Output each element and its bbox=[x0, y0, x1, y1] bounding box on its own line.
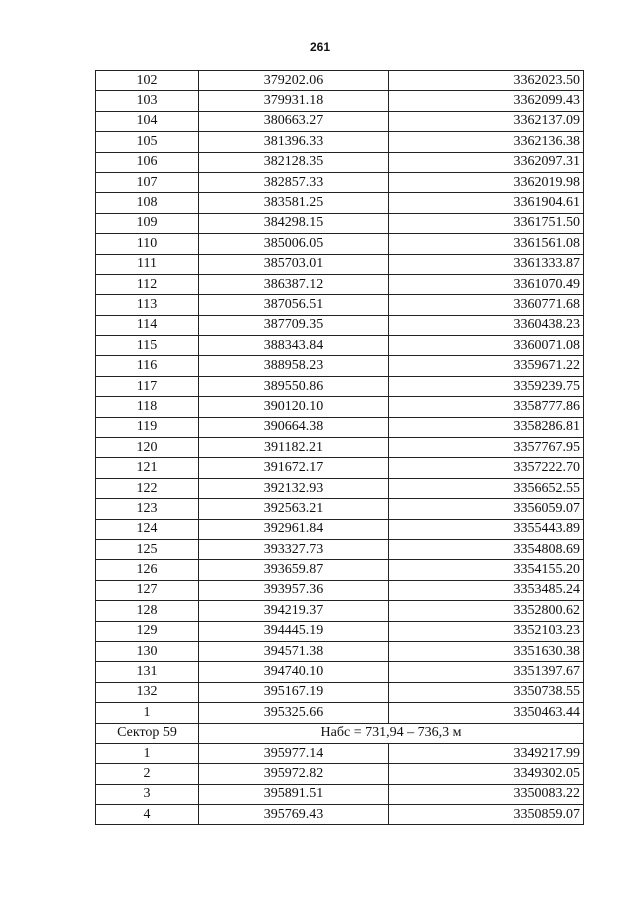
table-row bbox=[96, 641, 584, 661]
sector-elevation-info: Набс = 731,94 – 736,3 м bbox=[199, 723, 584, 743]
table-row bbox=[96, 274, 584, 294]
point-number-cell: 131 bbox=[96, 662, 199, 682]
table-row bbox=[96, 132, 584, 152]
x-coordinate-cell: 395977.14 bbox=[199, 743, 389, 763]
point-number-cell: 110 bbox=[96, 234, 199, 254]
point-number-cell: 105 bbox=[96, 132, 199, 152]
x-coordinate-cell: 379202.06 bbox=[199, 71, 389, 91]
table-row bbox=[96, 764, 584, 784]
y-coordinate-cell: 3362097.31 bbox=[389, 152, 584, 172]
sector-header-body bbox=[96, 723, 584, 743]
y-coordinate-cell: 3352103.23 bbox=[389, 621, 584, 641]
x-coordinate-cell: 388343.84 bbox=[199, 336, 389, 356]
y-coordinate-cell: 3349302.05 bbox=[389, 764, 584, 784]
table-row bbox=[96, 315, 584, 335]
sector-label: Сектор 59 bbox=[96, 723, 199, 743]
x-coordinate-cell: 385006.05 bbox=[199, 234, 389, 254]
point-number-cell: 126 bbox=[96, 560, 199, 580]
point-number-cell: 121 bbox=[96, 458, 199, 478]
table-row bbox=[96, 417, 584, 437]
table-row bbox=[96, 682, 584, 702]
point-number-cell: 104 bbox=[96, 111, 199, 131]
point-number-cell: 107 bbox=[96, 172, 199, 192]
point-number-cell: 1 bbox=[96, 743, 199, 763]
y-coordinate-cell: 3360438.23 bbox=[389, 315, 584, 335]
table-row bbox=[96, 784, 584, 804]
x-coordinate-cell: 393659.87 bbox=[199, 560, 389, 580]
table-row bbox=[96, 560, 584, 580]
x-coordinate-cell: 391182.21 bbox=[199, 438, 389, 458]
table-row bbox=[96, 458, 584, 478]
y-coordinate-cell: 3355443.89 bbox=[389, 519, 584, 539]
point-number-cell: 132 bbox=[96, 682, 199, 702]
y-coordinate-cell: 3361070.49 bbox=[389, 274, 584, 294]
x-coordinate-cell: 394740.10 bbox=[199, 662, 389, 682]
x-coordinate-cell: 392132.93 bbox=[199, 478, 389, 498]
x-coordinate-cell: 395325.66 bbox=[199, 703, 389, 723]
table-row bbox=[96, 601, 584, 621]
point-number-cell: 124 bbox=[96, 519, 199, 539]
table-row bbox=[96, 478, 584, 498]
table-row bbox=[96, 499, 584, 519]
table-row bbox=[96, 580, 584, 600]
point-number-cell: 120 bbox=[96, 438, 199, 458]
y-coordinate-cell: 3353485.24 bbox=[389, 580, 584, 600]
table-row bbox=[96, 356, 584, 376]
y-coordinate-cell: 3362019.98 bbox=[389, 172, 584, 192]
y-coordinate-cell: 3359671.22 bbox=[389, 356, 584, 376]
point-number-cell: 128 bbox=[96, 601, 199, 621]
table-row bbox=[96, 703, 584, 723]
x-coordinate-cell: 389550.86 bbox=[199, 376, 389, 396]
table-row bbox=[96, 152, 584, 172]
point-number-cell: 114 bbox=[96, 315, 199, 335]
table-row bbox=[96, 91, 584, 111]
table-row bbox=[96, 172, 584, 192]
page-number: 261 bbox=[309, 40, 331, 54]
x-coordinate-cell: 385703.01 bbox=[199, 254, 389, 274]
table-row bbox=[96, 539, 584, 559]
table-row bbox=[96, 621, 584, 641]
y-coordinate-cell: 3349217.99 bbox=[389, 743, 584, 763]
x-coordinate-cell: 382128.35 bbox=[199, 152, 389, 172]
table-row bbox=[96, 254, 584, 274]
x-coordinate-cell: 394571.38 bbox=[199, 641, 389, 661]
x-coordinate-cell: 392961.84 bbox=[199, 519, 389, 539]
y-coordinate-cell: 3361751.50 bbox=[389, 213, 584, 233]
y-coordinate-cell: 3354155.20 bbox=[389, 560, 584, 580]
y-coordinate-cell: 3351397.67 bbox=[389, 662, 584, 682]
coordinates-table-body bbox=[96, 71, 584, 724]
y-coordinate-cell: 3358286.81 bbox=[389, 417, 584, 437]
y-coordinate-cell: 3359239.75 bbox=[389, 376, 584, 396]
point-number-cell: 109 bbox=[96, 213, 199, 233]
point-number-cell: 122 bbox=[96, 478, 199, 498]
table-row bbox=[96, 438, 584, 458]
point-number-cell: 130 bbox=[96, 641, 199, 661]
y-coordinate-cell: 3354808.69 bbox=[389, 539, 584, 559]
table-row bbox=[96, 376, 584, 396]
y-coordinate-cell: 3360071.08 bbox=[389, 336, 584, 356]
sector-header-row bbox=[96, 723, 584, 743]
table-row bbox=[96, 71, 584, 91]
point-number-cell: 106 bbox=[96, 152, 199, 172]
point-number-cell: 125 bbox=[96, 539, 199, 559]
y-coordinate-cell: 3356059.07 bbox=[389, 499, 584, 519]
x-coordinate-cell: 387709.35 bbox=[199, 315, 389, 335]
y-coordinate-cell: 3350463.44 bbox=[389, 703, 584, 723]
x-coordinate-cell: 384298.15 bbox=[199, 213, 389, 233]
x-coordinate-cell: 379931.18 bbox=[199, 91, 389, 111]
y-coordinate-cell: 3356652.55 bbox=[389, 478, 584, 498]
x-coordinate-cell: 395891.51 bbox=[199, 784, 389, 804]
y-coordinate-cell: 3361904.61 bbox=[389, 193, 584, 213]
table-row bbox=[96, 295, 584, 315]
y-coordinate-cell: 3362136.38 bbox=[389, 132, 584, 152]
y-coordinate-cell: 3357767.95 bbox=[389, 438, 584, 458]
point-number-cell: 102 bbox=[96, 71, 199, 91]
y-coordinate-cell: 3362099.43 bbox=[389, 91, 584, 111]
x-coordinate-cell: 381396.33 bbox=[199, 132, 389, 152]
point-number-cell: 117 bbox=[96, 376, 199, 396]
x-coordinate-cell: 388958.23 bbox=[199, 356, 389, 376]
table-row bbox=[96, 397, 584, 417]
coordinates-table bbox=[95, 70, 584, 825]
y-coordinate-cell: 3361333.87 bbox=[389, 254, 584, 274]
point-number-cell: 108 bbox=[96, 193, 199, 213]
y-coordinate-cell: 3350738.55 bbox=[389, 682, 584, 702]
table-row bbox=[96, 805, 584, 825]
y-coordinate-cell: 3360771.68 bbox=[389, 295, 584, 315]
x-coordinate-cell: 394219.37 bbox=[199, 601, 389, 621]
y-coordinate-cell: 3351630.38 bbox=[389, 641, 584, 661]
x-coordinate-cell: 393327.73 bbox=[199, 539, 389, 559]
x-coordinate-cell: 386387.12 bbox=[199, 274, 389, 294]
table-row bbox=[96, 519, 584, 539]
x-coordinate-cell: 395972.82 bbox=[199, 764, 389, 784]
x-coordinate-cell: 390664.38 bbox=[199, 417, 389, 437]
point-number-cell: 113 bbox=[96, 295, 199, 315]
y-coordinate-cell: 3357222.70 bbox=[389, 458, 584, 478]
x-coordinate-cell: 387056.51 bbox=[199, 295, 389, 315]
point-number-cell: 115 bbox=[96, 336, 199, 356]
point-number-cell: 118 bbox=[96, 397, 199, 417]
table-row bbox=[96, 193, 584, 213]
y-coordinate-cell: 3362023.50 bbox=[389, 71, 584, 91]
y-coordinate-cell: 3358777.86 bbox=[389, 397, 584, 417]
point-number-cell: 3 bbox=[96, 784, 199, 804]
y-coordinate-cell: 3362137.09 bbox=[389, 111, 584, 131]
x-coordinate-cell: 391672.17 bbox=[199, 458, 389, 478]
x-coordinate-cell: 382857.33 bbox=[199, 172, 389, 192]
point-number-cell: 112 bbox=[96, 274, 199, 294]
x-coordinate-cell: 394445.19 bbox=[199, 621, 389, 641]
table-row bbox=[96, 213, 584, 233]
x-coordinate-cell: 395167.19 bbox=[199, 682, 389, 702]
table-row bbox=[96, 662, 584, 682]
point-number-cell: 2 bbox=[96, 764, 199, 784]
point-number-cell: 127 bbox=[96, 580, 199, 600]
y-coordinate-cell: 3350859.07 bbox=[389, 805, 584, 825]
point-number-cell: 111 bbox=[96, 254, 199, 274]
point-number-cell: 119 bbox=[96, 417, 199, 437]
x-coordinate-cell: 383581.25 bbox=[199, 193, 389, 213]
point-number-cell: 1 bbox=[96, 703, 199, 723]
x-coordinate-cell: 395769.43 bbox=[199, 805, 389, 825]
x-coordinate-cell: 393957.36 bbox=[199, 580, 389, 600]
y-coordinate-cell: 3352800.62 bbox=[389, 601, 584, 621]
x-coordinate-cell: 390120.10 bbox=[199, 397, 389, 417]
table-row bbox=[96, 111, 584, 131]
table-row bbox=[96, 336, 584, 356]
x-coordinate-cell: 392563.21 bbox=[199, 499, 389, 519]
table-row bbox=[96, 234, 584, 254]
y-coordinate-cell: 3361561.08 bbox=[389, 234, 584, 254]
y-coordinate-cell: 3350083.22 bbox=[389, 784, 584, 804]
point-number-cell: 4 bbox=[96, 805, 199, 825]
x-coordinate-cell: 380663.27 bbox=[199, 111, 389, 131]
sector-coordinates-body bbox=[96, 743, 584, 825]
table-row bbox=[96, 743, 584, 763]
point-number-cell: 123 bbox=[96, 499, 199, 519]
point-number-cell: 129 bbox=[96, 621, 199, 641]
point-number-cell: 116 bbox=[96, 356, 199, 376]
point-number-cell: 103 bbox=[96, 91, 199, 111]
